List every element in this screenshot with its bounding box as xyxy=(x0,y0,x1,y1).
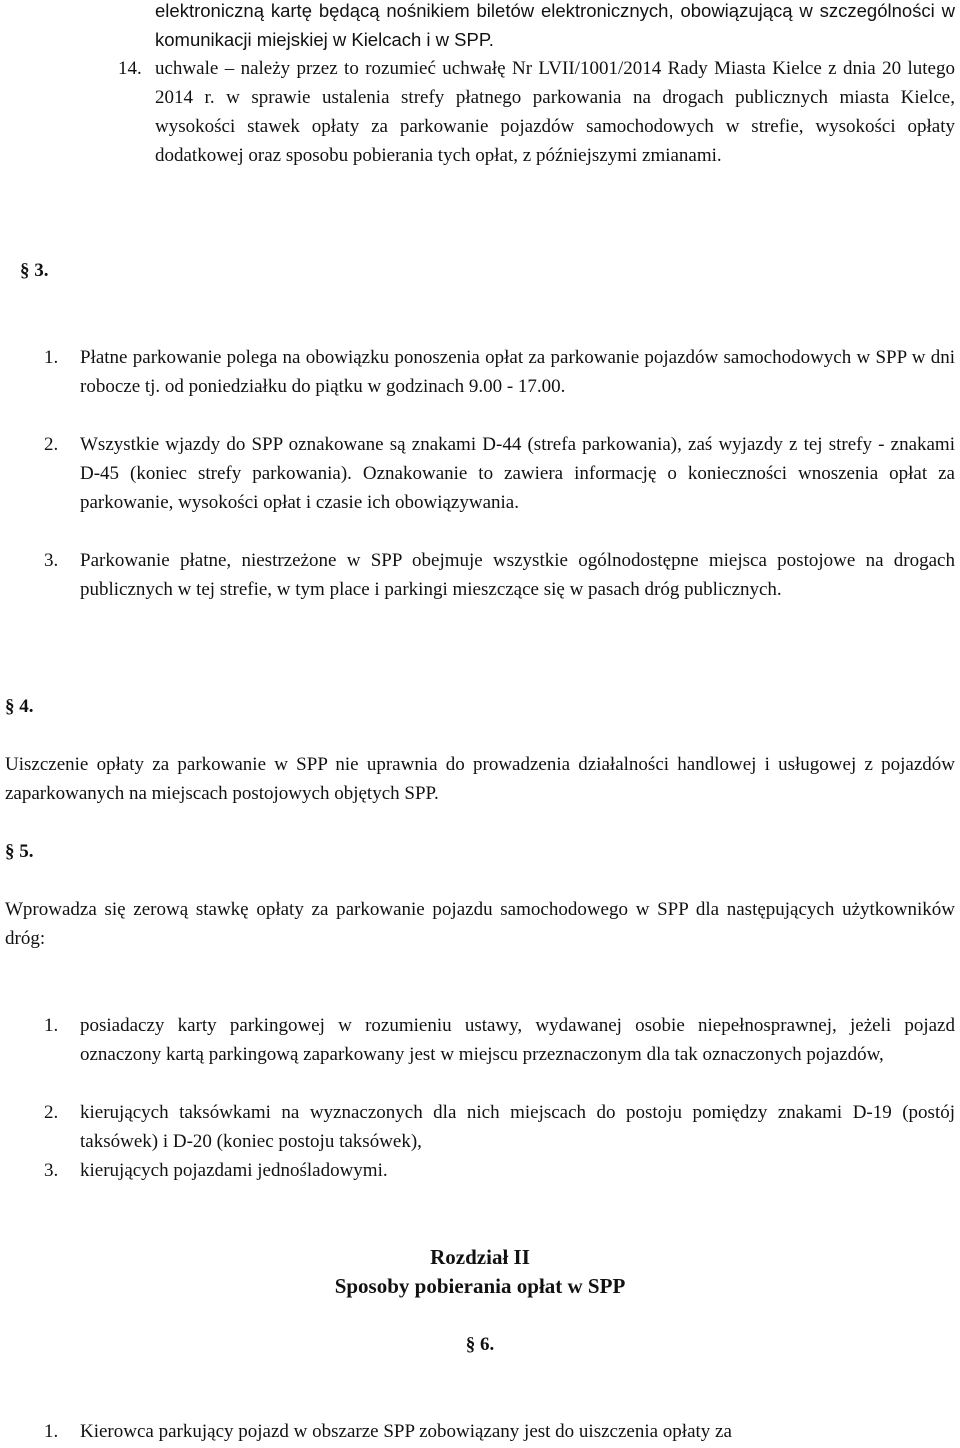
sec5-item-3-text: kierujących pojazdami jednośladowymi. xyxy=(80,1160,388,1181)
sec3-item-1-text: Płatne parkowanie polega na obowiązku ponoszenia opłat za parkowanie pojazdów samochodowych w SPP w dni robocze tj. od poniedziałku do piątku w godzinach 9.00 - 17.00. xyxy=(80,347,955,397)
item-14-text: uchwale – należy przez to rozumieć uchwałę Nr LVII/1001/2014 Rady Miasta Kielce z dnia 20 lutego 2014 r. w sprawie ustalenia strefy płatnego parkowania na drogach publicznych miasta Kielce, wysokości stawek opłaty za parkowanie pojazdów samochodowych w strefie, wysokości opłaty dodatkowej oraz sposobu pobierania tych opłat, z późniejszymi zmianami. xyxy=(155,58,955,166)
section-6-heading: § 6. xyxy=(465,1334,495,1355)
sec3-item-2-text: Wszystkie wjazdy do SPP oznakowane są znakami D-44 (strefa parkowania), zaś wyjazdy z tej strefy - znakami D-45 (koniec strefy parkowania). Oznakowanie to zawiera informację o konieczności wnoszenia opłat za parkowanie, wysokości opłat i czasie ich obowiązywania. xyxy=(80,434,955,513)
sec3-item-1-number: 1. xyxy=(44,347,59,368)
sec5-item-1-text: posiadaczy karty parkingowej w rozumieniu ustawy, wydawanej osobie niepełnosprawnej, jeżeli pojazd oznaczony kartą parkingową zaparkowany jest w miejscu przeznaczonym dla tak oznaczonych pojazdów, xyxy=(80,1015,955,1065)
sec3-item-2-number: 2. xyxy=(44,434,59,455)
chapter-subtitle: Sposoby pobierania opłat w SPP xyxy=(334,1274,626,1298)
sec5-item-1-number: 1. xyxy=(44,1015,59,1036)
sec5-item-2-text: kierujących taksówkami na wyznaczonych dla nich miejscach do postoju pomiędzy znakami D-19 (postój taksówek) i D-20 (koniec postoju taksówek), xyxy=(80,1102,955,1152)
section-4-heading: § 4. xyxy=(5,696,34,717)
sec6-item-1-text: Kierowca parkujący pojazd w obszarze SPP zobowiązany jest do uiszczenia opłaty za xyxy=(80,1421,732,1442)
section-5-heading: § 5. xyxy=(5,841,34,862)
item-14-number: 14. xyxy=(118,58,142,79)
section-4-text: Uiszczenie opłaty za parkowanie w SPP nie uprawnia do prowadzenia działalności handlowej i usługowej z pojazdów zaparkowanych na miejscach postojowych objętych SPP. xyxy=(5,754,955,804)
sec5-item-3-number: 3. xyxy=(44,1160,59,1181)
section-5-intro: Wprowadza się zerową stawkę opłaty za parkowanie pojazdu samochodowego w SPP dla następujących użytkowników dróg: xyxy=(5,899,955,949)
section-3-heading: § 3. xyxy=(20,260,49,281)
item-13-continuation: elektroniczną kartę będącą nośnikiem biletów elektronicznych, obowiązującą w szczególności w komunikacji miejskiej w Kielcach i w SPP. xyxy=(155,0,955,50)
sec3-item-3-text: Parkowanie płatne, niestrzeżone w SPP obejmuje wszystkie ogólnodostępne miejsca postojowe na drogach publicznych w tej strefie, w tym place i parkingi mieszczące się w pasach dróg publicznych. xyxy=(80,550,955,600)
sec3-item-3-number: 3. xyxy=(44,550,59,571)
sec6-item-1-number: 1. xyxy=(44,1421,59,1442)
chapter-title: Rozdział II xyxy=(430,1245,530,1269)
sec5-item-2-number: 2. xyxy=(44,1102,59,1123)
